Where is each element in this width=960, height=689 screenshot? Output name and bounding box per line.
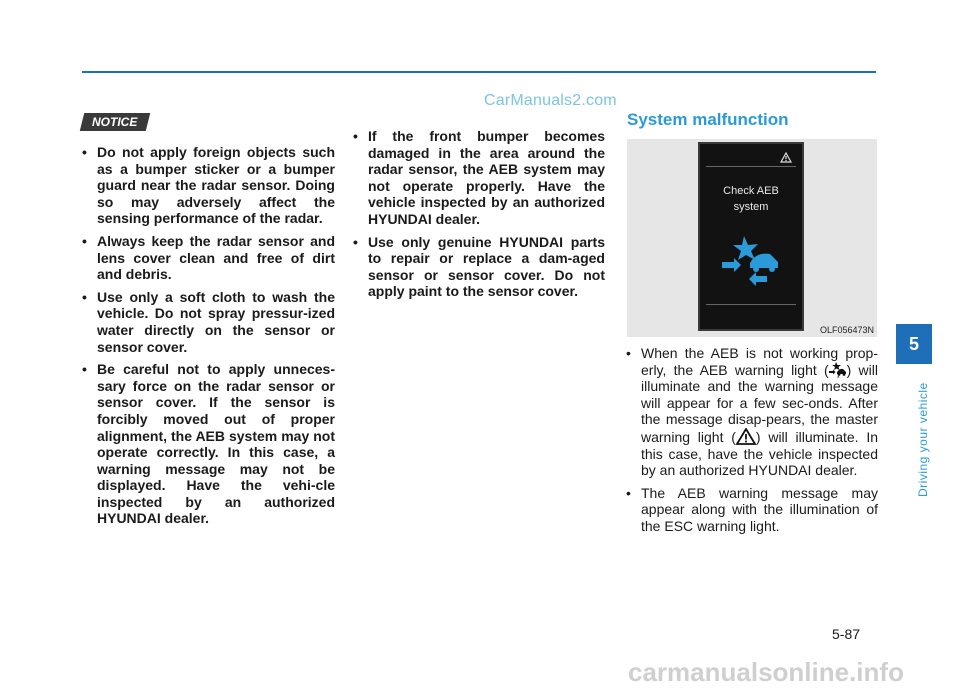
divider (706, 304, 796, 305)
item-text: ) will illuminate and the warning message will appear for a few sec-onds. After the message disap-pears, the master warning light ( (641, 361, 878, 445)
list-item: • Always keep the radar sensor and lens cover clean and free of dirt and debris. (82, 233, 335, 283)
item-text: ) will illuminate. In this case, have the vehicle inspected by an authorized HYUNDAI dealer. (641, 428, 878, 479)
notice-label: NOTICE (92, 115, 138, 129)
list-item: • Do not apply foreign objects such as a bumper sticker or a bumper guard near the radar sensor. Doing so may adversely affect the sensing performance of the radar. (82, 144, 335, 227)
master-warning-light-icon (736, 428, 756, 445)
notice-list-column-2 (353, 128, 605, 306)
figure-code: OLF056473N (819, 325, 874, 335)
list-item: • If the front bumper becomes damaged in the area around the radar sensor, the AEB system may not operate properly. Have the vehicle inspected by an authorized HYUNDAI dealer. (353, 128, 605, 228)
malfunction-list (626, 345, 878, 541)
list-item: • Use only a soft cloth to wash the vehicle. Do not spray pressur-ized water directly on the sensor or sensor cover. (82, 289, 335, 355)
cluster-figure (627, 139, 877, 337)
list-item: • Use only genuine HYUNDAI parts to repair or replace a dam-aged sensor or sensor cover. Do not apply paint to the sensor cover. (353, 234, 605, 300)
item-text: When the AEB is not working prop-erly, the AEB warning light ( (641, 345, 878, 378)
master-warning-icon (780, 152, 792, 163)
header-rule (82, 71, 876, 73)
page-number: 5-87 (832, 626, 861, 642)
list-item (626, 345, 878, 479)
chapter-tab: 5 (896, 324, 932, 364)
chapter-title: Driving your vehicle (916, 382, 930, 497)
list-item: • Be careful not to apply unneces-sary force on the radar sensor or sensor cover. If the sensor is forcibly moved out of proper alignment, the AEB system may not operate correctly. In this case, a warning message may not be displayed. Have the vehi-cle inspected by an authorized HYUNDAI dealer. (82, 361, 335, 527)
watermark-top: CarManuals2.com (484, 92, 617, 109)
list-item: • The AEB warning message may appear along with the illumination of the ESC warning light. (626, 485, 878, 535)
display-message-line-1: Check AEB (723, 185, 779, 197)
aeb-warning-light-icon (829, 362, 847, 378)
notice-badge (80, 113, 150, 131)
notice-list-column-1 (82, 144, 335, 533)
divider (706, 166, 796, 167)
chapter-title-vertical (900, 372, 930, 502)
cluster-display (698, 142, 804, 331)
display-message-line-2: system (733, 201, 769, 213)
watermark-bottom: carmanualsonline.info (628, 657, 904, 687)
aeb-warning-icon (722, 236, 782, 294)
section-title: System malfunction (627, 110, 789, 129)
